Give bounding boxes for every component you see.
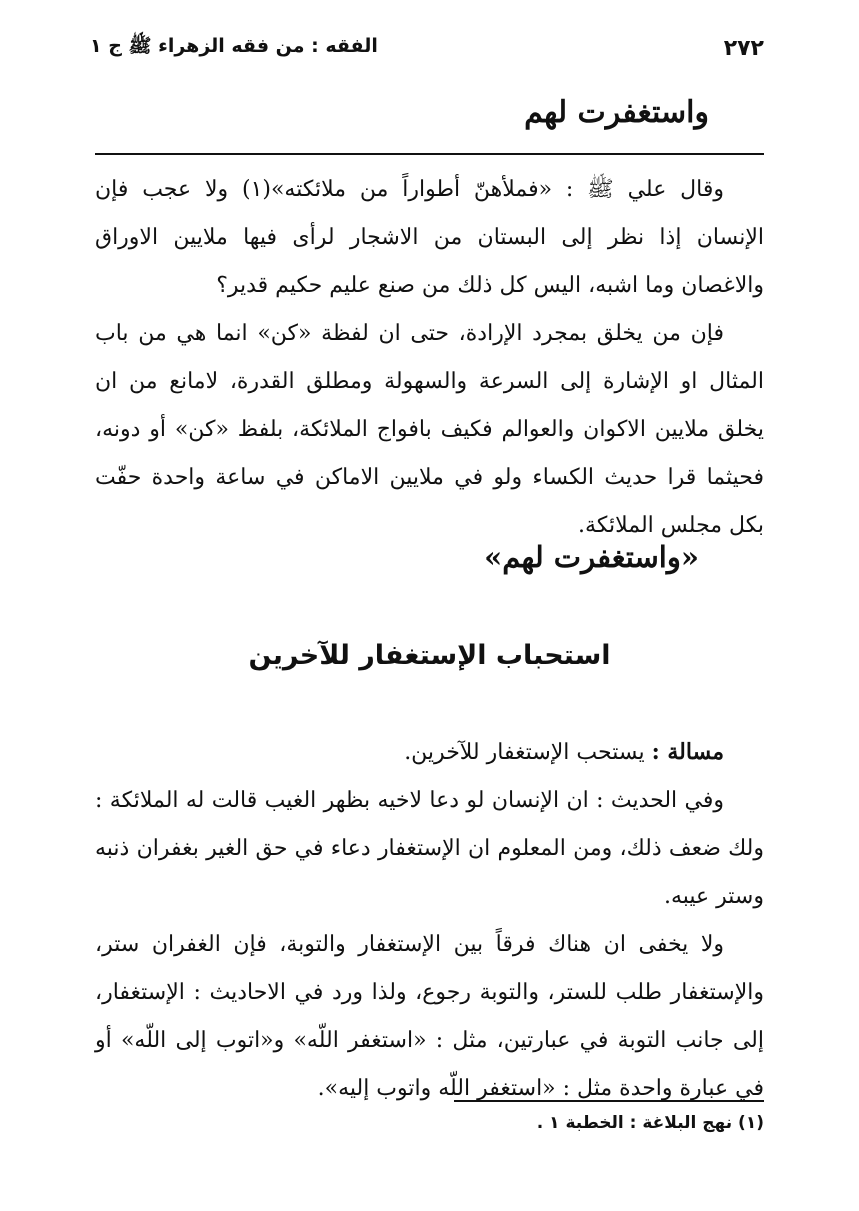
quote-heading: «واستغفرت لهم» bbox=[484, 540, 699, 574]
section-mark: واستغفرت لهم bbox=[524, 95, 709, 130]
footnote-divider bbox=[454, 1100, 764, 1102]
paragraph: ولا يخفى ان هناك فرقاً بين الإستغفار والتوبة، فإن الغفران ستر، والإستغفار طلب للستر، والتوبة رجوع، ولذا ورد في الاحاديث : الإستغفار، إلى جانب التوبة في عبارتين، مثل : «استغفر اللّه» و«اتوب إلى اللّه» أو في عبارة واحدة مثل : «استغفر اللّه واتوب إليه». bbox=[95, 932, 764, 1101]
page-header bbox=[90, 28, 764, 68]
body-block-top bbox=[95, 166, 764, 550]
paragraph: فإن من يخلق بمجرد الإرادة، حتى ان لفظة «كن» انما هي من باب المثال او الإشارة إلى السرعة والسهولة ومطلق القدرة، لامانع من ان يخلق ملايين الاكوان والعوالم فكيف بافواج الملائكة، بلفظ «كن» أو دونه، فحيثما قرا حديث الكساء ولو في ملايين الاماكن في ساعة واحدة حفّت بكل مجلس الملائكة. bbox=[95, 321, 764, 538]
masala-text: يستحب الإستغفار للآخرين. bbox=[404, 740, 652, 765]
paragraph: وفي الحديث : ان الإنسان لو دعا لاخيه بظهر الغيب قالت له الملائكة : ولك ضعف ذلك، ومن المعلوم ان الإستغفار دعاء في حق الغير بغفران ذنبه وستر عيبه. bbox=[95, 788, 764, 909]
page-number: ٢٧٢ bbox=[723, 35, 764, 61]
running-head: الفقه : من فقه الزهراء ﷺ ج ١ bbox=[90, 35, 378, 57]
header-divider bbox=[95, 153, 764, 155]
masala-line bbox=[95, 728, 764, 777]
masala-label: مسالة : bbox=[651, 739, 724, 765]
paragraph: وقال علي ﷺ : «فملأهنّ أطواراً من ملائكته»(١) ولا عجب فإن الإنسان إذا نظر إلى البستان من الاشجار لرأى فيها ملايين الاوراق والاغصان وما اشبه، اليس كل ذلك من صنع عليم حكيم قدير؟ bbox=[95, 177, 764, 298]
footnote: (١) نهج البلاغة : الخطبة ١ . bbox=[536, 1113, 764, 1133]
body-block-bottom bbox=[95, 728, 764, 1113]
section-title: استحباب الإستغفار للآخرين bbox=[248, 640, 611, 671]
